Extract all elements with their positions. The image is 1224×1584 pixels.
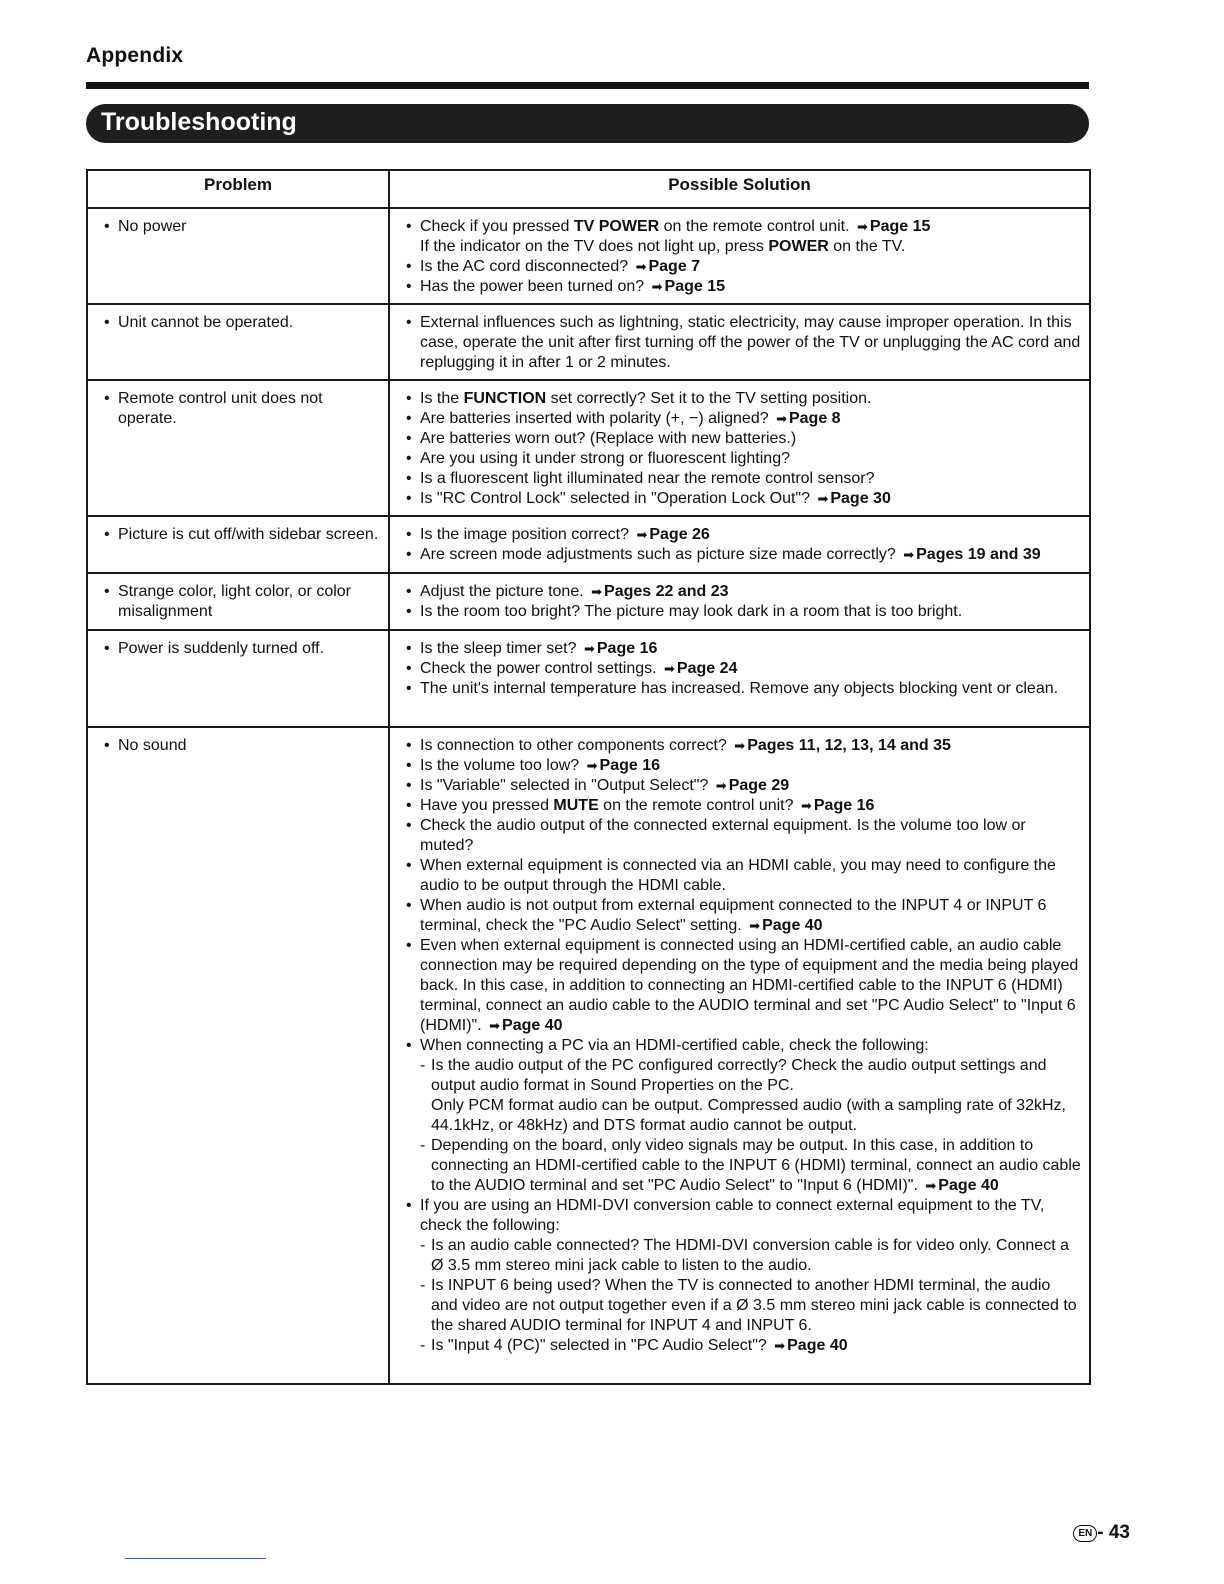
solution-item — [398, 736, 1081, 756]
solution-cell — [389, 380, 1090, 516]
arrow-icon: ➡ — [734, 738, 746, 753]
problem-cell — [87, 380, 389, 516]
arrow-icon: ➡ — [635, 259, 647, 274]
text-run: Is the AC cord disconnected? — [420, 258, 633, 275]
solution-subitem — [398, 1236, 1081, 1276]
bold-text: Pages 19 and 39 — [916, 546, 1041, 563]
title-bar — [86, 104, 1089, 143]
text-run: Check the audio output of the connected external equipment. Is the volume too low or muted? — [420, 817, 1026, 854]
text-run: External influences such as lightning, static electricity, may cause improper operation. In this case, operate the unit after first turning off the power of the TV or unplugging the AC cord and replugging it in after 1 or 2 minutes. — [420, 314, 1081, 371]
solution-item — [398, 639, 1081, 659]
bold-text: Page 29 — [728, 777, 790, 794]
solution-continuation: If the indicator on the TV does not light up, press POWER on the TV. — [420, 238, 906, 255]
problem-text: • Picture is cut off/with sidebar screen. — [96, 525, 380, 545]
text-run: Check if you pressed — [420, 218, 574, 235]
solution-cell — [389, 630, 1090, 727]
page-number: - 43 — [1097, 1522, 1130, 1543]
bold-text: Page 16 — [596, 640, 658, 657]
table-row — [87, 304, 1090, 380]
bold-text: Pages 22 and 23 — [604, 583, 729, 600]
table-row — [87, 573, 1090, 630]
solution-subitem-continuation — [398, 1096, 1081, 1136]
problem-cell — [87, 208, 389, 304]
text-run: The unit's internal temperature has increased. Remove any objects blocking vent or clean. — [420, 680, 1059, 697]
bold-text: Page 15 — [664, 278, 725, 295]
text-run: Is "RC Control Lock" selected in "Operation Lock Out"? — [420, 490, 815, 507]
problem-cell — [87, 630, 389, 727]
bold-text: Pages 11, 12, 13, 14 and 35 — [747, 737, 951, 754]
arrow-icon: ➡ — [636, 527, 648, 542]
arrow-icon: ➡ — [817, 491, 829, 506]
text-run: Depending on the board, only video signals may be output. In this case, in addition to connecting an HDMI-certified cable to the INPUT 6 (HDMI) terminal, connect an audio cable to the AUDIO terminal and set "PC Audio Select" to "Input 6 (HDMI)". — [431, 1137, 1081, 1194]
header-rule — [86, 82, 1089, 89]
solution-item — [398, 449, 1081, 469]
solution-item — [398, 409, 1081, 429]
solution-item — [398, 389, 1081, 409]
bold-text: Page 15 — [869, 218, 931, 235]
problem-column-header: Problem — [87, 170, 389, 208]
solution-item — [398, 896, 1081, 936]
text-run: Is a fluorescent light illuminated near the remote control sensor? — [420, 470, 875, 487]
solution-item — [398, 756, 1081, 776]
problem-cell — [87, 727, 389, 1384]
bold-text: Page 24 — [676, 660, 738, 677]
divider — [125, 1558, 266, 1559]
section-label: Appendix — [86, 44, 184, 67]
arrow-icon: ➡ — [489, 1018, 501, 1033]
solution-item — [398, 429, 1081, 449]
text-run: Even when external equipment is connected using an HDMI-certified cable, an audio cable connection may be required depending on the type of equipment and the media being played back. In this case, in addition to connecting an HDMI-certified cable to the INPUT 6 (HDMI) terminal, connect an audio cable to the AUDIO terminal and set "PC Audio Select" to "Input 6 (HDMI)". — [420, 937, 1079, 1034]
solution-item — [398, 796, 1081, 816]
solution-subitem — [398, 1056, 1081, 1096]
solution-cell — [389, 208, 1090, 304]
text-run: Only PCM format audio can be output. Compressed audio (with a sampling rate of 32kHz, 44.1kHz, or 48kHz) and DTS format audio cannot be output. — [431, 1097, 1066, 1134]
text-run: Are batteries worn out? (Replace with new batteries.) — [420, 430, 797, 447]
bold-text: Page 40 — [762, 917, 823, 934]
bold-text: Page 40 — [502, 1017, 563, 1034]
text-run: Is "Input 4 (PC)" selected in "PC Audio Select"? — [431, 1337, 772, 1354]
problem-cell — [87, 304, 389, 380]
solution-item — [398, 545, 1081, 565]
text-run: Is INPUT 6 being used? When the TV is connected to another HDMI terminal, the audio and video are not output together even if a Ø 3.5 mm stereo mini jack cable is connected to the shared AUDIO terminal for INPUT 4 and INPUT 6. — [431, 1277, 1077, 1334]
solution-item — [398, 679, 1081, 699]
table-row — [87, 727, 1090, 1384]
solution-cell — [389, 573, 1090, 630]
problem-text: • No sound — [96, 736, 380, 756]
page-footer — [1073, 1522, 1130, 1544]
solution-item — [398, 313, 1081, 373]
bold-text: Page 16 — [599, 757, 661, 774]
arrow-icon: ➡ — [774, 1338, 786, 1353]
language-badge: EN — [1073, 1525, 1097, 1542]
text-run: Is the sleep timer set? — [420, 640, 581, 657]
bold-text: FUNCTION — [463, 390, 547, 407]
solution-column-header: Possible Solution — [389, 170, 1090, 208]
solution-cell — [389, 516, 1090, 573]
solution-item — [398, 936, 1081, 1036]
text-run: Is the room too bright? The picture may look dark in a room that is too bright. — [420, 603, 963, 620]
solution-cell — [389, 304, 1090, 380]
solution-item — [398, 816, 1081, 856]
troubleshooting-table — [86, 169, 1091, 1385]
text-run: Is the image position correct? — [420, 526, 634, 543]
solution-item — [398, 776, 1081, 796]
table-body — [87, 208, 1090, 1384]
text-run: When external equipment is connected via an HDMI cable, you may need to configure the audio to be output through the HDMI cable. — [420, 857, 1056, 894]
table-row — [87, 516, 1090, 573]
bold-text: Page 40 — [787, 1337, 848, 1354]
text-run: Is the audio output of the PC configured correctly? Check the audio output settings and output audio format in Sound Properties on the PC. — [431, 1057, 1047, 1094]
solution-subitem — [398, 1276, 1081, 1336]
text-run: Has the power been turned on? — [420, 278, 649, 295]
solution-subitem — [398, 1336, 1081, 1356]
problem-cell — [87, 573, 389, 630]
solution-cell — [389, 727, 1090, 1384]
arrow-icon: ➡ — [856, 219, 868, 234]
arrow-icon: ➡ — [776, 411, 787, 426]
table-row — [87, 380, 1090, 516]
solution-item — [398, 217, 1081, 237]
solution-item — [398, 602, 1081, 622]
solution-subitem — [398, 1136, 1081, 1196]
solution-item — [398, 257, 1081, 277]
table-header-row — [87, 170, 1090, 208]
text-run: When audio is not output from external equipment connected to the INPUT 4 or INPUT 6 terminal, check the "PC Audio Select" setting. — [420, 897, 1047, 934]
table-row — [87, 630, 1090, 727]
solution-item — [398, 1196, 1081, 1236]
arrow-icon: ➡ — [715, 778, 727, 793]
text-run: If you are using an HDMI-DVI conversion cable to connect external equipment to the TV, check the following: — [420, 1197, 1045, 1234]
solution-item — [398, 469, 1081, 489]
text-run: When connecting a PC via an HDMI-certified cable, check the following: — [420, 1037, 929, 1054]
text-run: Is an audio cable connected? The HDMI-DVI conversion cable is for video only. Connect a Ø 3.5 mm stereo mini jack cable to listen to the audio. — [431, 1237, 1069, 1274]
problem-text: • Unit cannot be operated. — [96, 313, 380, 333]
text-run: Is "Variable" selected in "Output Select"? — [420, 777, 713, 794]
arrow-icon: ➡ — [651, 279, 663, 294]
solution-item — [398, 525, 1081, 545]
problem-text: • No power — [96, 217, 380, 237]
arrow-icon: ➡ — [925, 1178, 937, 1193]
text-run: Are batteries inserted with polarity (+, −) aligned? — [420, 410, 774, 427]
text-run: on the remote control unit? — [598, 797, 798, 814]
bold-text: Page 40 — [938, 1177, 999, 1194]
solution-item — [398, 489, 1081, 509]
bold-text: Page 26 — [649, 526, 710, 543]
bold-text: Page 7 — [648, 258, 701, 275]
solution-item — [398, 659, 1081, 679]
text-run: Is connection to other components correct? — [420, 737, 732, 754]
table-row — [87, 208, 1090, 304]
solution-item — [398, 277, 1081, 297]
arrow-icon: ➡ — [583, 641, 595, 656]
problem-text: • Remote control unit does not operate. — [96, 389, 380, 429]
bold-text: MUTE — [553, 797, 599, 814]
arrow-icon: ➡ — [903, 547, 915, 562]
text-run: Check the power control settings. — [420, 660, 662, 677]
bold-text: Page 16 — [813, 797, 875, 814]
arrow-icon: ➡ — [591, 584, 603, 599]
text-run: Adjust the picture tone. — [420, 583, 589, 600]
text-run: Is the — [420, 390, 464, 407]
text-run: Are screen mode adjustments such as picture size made correctly? — [420, 546, 901, 563]
problem-text: • Strange color, light color, or color misalignment — [96, 582, 380, 622]
text-run: on the remote control unit. — [659, 218, 854, 235]
page-title: Troubleshooting — [101, 108, 297, 136]
bold-text: POWER — [768, 238, 829, 255]
problem-cell — [87, 516, 389, 573]
solution-item — [398, 1036, 1081, 1056]
arrow-icon: ➡ — [749, 918, 761, 933]
bold-text: TV POWER — [573, 218, 660, 235]
text-run: Are you using it under strong or fluorescent lighting? — [420, 450, 790, 467]
bold-text: Page 8 — [788, 410, 841, 427]
text-run: set correctly? Set it to the TV setting position. — [546, 390, 872, 407]
solution-item — [398, 582, 1081, 602]
solution-item — [398, 856, 1081, 896]
bold-text: Page 30 — [830, 490, 891, 507]
arrow-icon: ➡ — [586, 758, 598, 773]
text-run: Have you pressed — [420, 797, 554, 814]
problem-text: • Power is suddenly turned off. — [96, 639, 380, 659]
arrow-icon: ➡ — [664, 661, 675, 676]
arrow-icon: ➡ — [800, 798, 812, 813]
text-run: Is the volume too low? — [420, 757, 584, 774]
